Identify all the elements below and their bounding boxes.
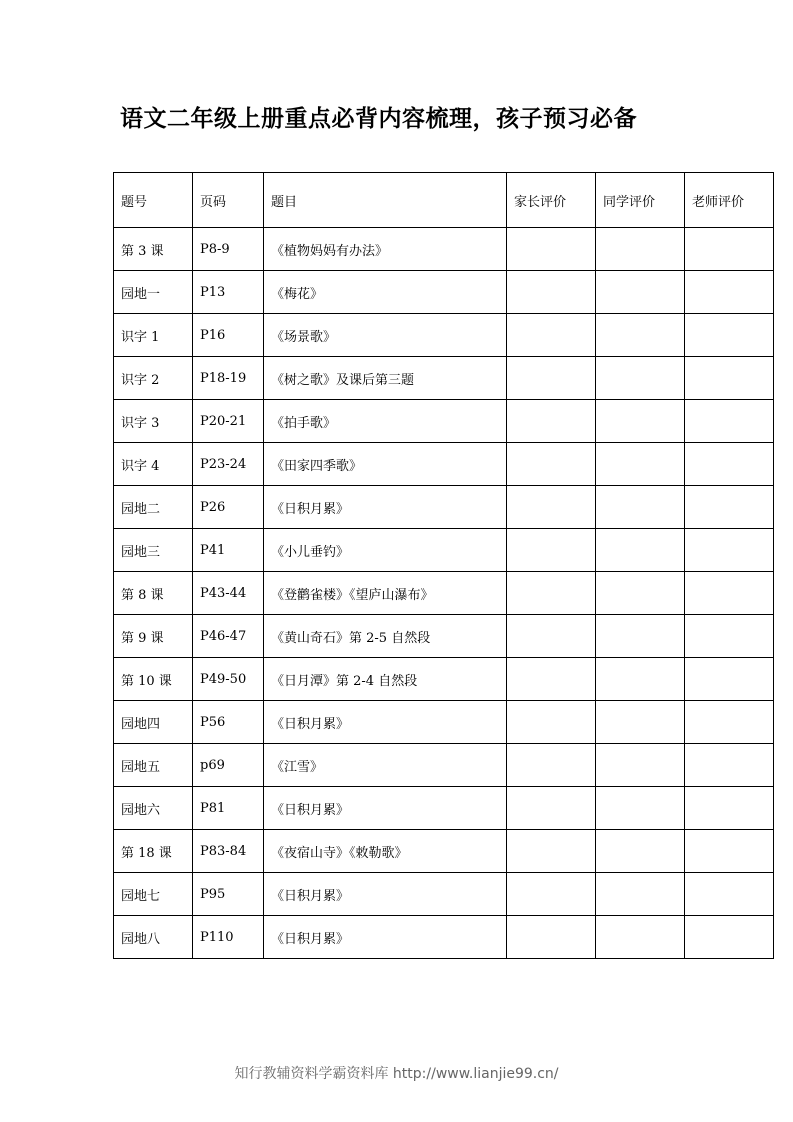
cell-classmate-evaluation	[596, 443, 685, 486]
cell-topic: 《拍手歌》	[264, 400, 507, 443]
cell-lesson-number: 识字 4	[114, 443, 193, 486]
cell-topic: 《田家四季歌》	[264, 443, 507, 486]
cell-teacher-evaluation	[685, 830, 774, 873]
cell-lesson-number: 园地六	[114, 787, 193, 830]
cell-parent-evaluation	[507, 873, 596, 916]
cell-classmate-evaluation	[596, 400, 685, 443]
cell-teacher-evaluation	[685, 228, 774, 271]
cell-parent-evaluation	[507, 615, 596, 658]
cell-topic: 《植物妈妈有办法》	[264, 228, 507, 271]
cell-parent-evaluation	[507, 529, 596, 572]
cell-topic: 《场景歌》	[264, 314, 507, 357]
table-body	[114, 228, 774, 959]
recitation-table	[113, 172, 774, 959]
table-header-row	[114, 173, 774, 228]
header-topic: 题目	[264, 173, 507, 228]
table-row	[114, 873, 774, 916]
cell-lesson-number: 第 8 课	[114, 572, 193, 615]
cell-lesson-number: 识字 1	[114, 314, 193, 357]
cell-teacher-evaluation	[685, 615, 774, 658]
cell-classmate-evaluation	[596, 357, 685, 400]
cell-parent-evaluation	[507, 572, 596, 615]
header-classmate-evaluation: 同学评价	[596, 173, 685, 228]
cell-classmate-evaluation	[596, 572, 685, 615]
cell-topic: 《夜宿山寺》《敕勒歌》	[264, 830, 507, 873]
cell-page-number: P43-44	[193, 572, 264, 615]
table-row	[114, 615, 774, 658]
header-teacher-evaluation: 老师评价	[685, 173, 774, 228]
cell-teacher-evaluation	[685, 443, 774, 486]
cell-classmate-evaluation	[596, 486, 685, 529]
cell-classmate-evaluation	[596, 787, 685, 830]
cell-parent-evaluation	[507, 228, 596, 271]
cell-teacher-evaluation	[685, 744, 774, 787]
cell-teacher-evaluation	[685, 486, 774, 529]
table-row	[114, 529, 774, 572]
cell-lesson-number: 识字 3	[114, 400, 193, 443]
cell-page-number: P83-84	[193, 830, 264, 873]
cell-teacher-evaluation	[685, 400, 774, 443]
cell-teacher-evaluation	[685, 271, 774, 314]
cell-classmate-evaluation	[596, 271, 685, 314]
cell-page-number: P23-24	[193, 443, 264, 486]
cell-page-number: P26	[193, 486, 264, 529]
cell-teacher-evaluation	[685, 873, 774, 916]
cell-topic: 《日积月累》	[264, 916, 507, 959]
cell-teacher-evaluation	[685, 787, 774, 830]
cell-parent-evaluation	[507, 658, 596, 701]
cell-lesson-number: 识字 2	[114, 357, 193, 400]
cell-parent-evaluation	[507, 744, 596, 787]
cell-parent-evaluation	[507, 357, 596, 400]
cell-topic: 《小儿垂钓》	[264, 529, 507, 572]
cell-page-number: P81	[193, 787, 264, 830]
cell-parent-evaluation	[507, 443, 596, 486]
table-row	[114, 787, 774, 830]
cell-teacher-evaluation	[685, 529, 774, 572]
cell-classmate-evaluation	[596, 830, 685, 873]
header-page-number: 页码	[193, 173, 264, 228]
cell-parent-evaluation	[507, 830, 596, 873]
cell-classmate-evaluation	[596, 529, 685, 572]
table-row	[114, 658, 774, 701]
cell-lesson-number: 园地八	[114, 916, 193, 959]
cell-classmate-evaluation	[596, 314, 685, 357]
cell-parent-evaluation	[507, 486, 596, 529]
cell-page-number: P16	[193, 314, 264, 357]
table-row	[114, 744, 774, 787]
cell-page-number: P56	[193, 701, 264, 744]
cell-lesson-number: 第 3 课	[114, 228, 193, 271]
cell-page-number: P46-47	[193, 615, 264, 658]
table-row	[114, 400, 774, 443]
cell-page-number: p69	[193, 744, 264, 787]
cell-page-number: P18-19	[193, 357, 264, 400]
page-title: 语文二年级上册重点必背内容梳理，孩子预习必备	[120, 105, 637, 132]
cell-page-number: P13	[193, 271, 264, 314]
cell-teacher-evaluation	[685, 701, 774, 744]
cell-classmate-evaluation	[596, 744, 685, 787]
cell-lesson-number: 园地四	[114, 701, 193, 744]
table-row	[114, 357, 774, 400]
cell-parent-evaluation	[507, 787, 596, 830]
table-row	[114, 572, 774, 615]
cell-classmate-evaluation	[596, 701, 685, 744]
cell-lesson-number: 园地五	[114, 744, 193, 787]
cell-topic: 《日积月累》	[264, 873, 507, 916]
cell-parent-evaluation	[507, 916, 596, 959]
cell-topic: 《树之歌》及课后第三题	[264, 357, 507, 400]
cell-topic: 《日月潭》第 2-4 自然段	[264, 658, 507, 701]
cell-page-number: P8-9	[193, 228, 264, 271]
cell-topic: 《日积月累》	[264, 701, 507, 744]
cell-page-number: P95	[193, 873, 264, 916]
cell-lesson-number: 园地三	[114, 529, 193, 572]
header-parent-evaluation: 家长评价	[507, 173, 596, 228]
header-lesson-number: 题号	[114, 173, 193, 228]
table-row	[114, 443, 774, 486]
cell-page-number: P20-21	[193, 400, 264, 443]
cell-topic: 《登鹳雀楼》《望庐山瀑布》	[264, 572, 507, 615]
cell-teacher-evaluation	[685, 314, 774, 357]
table-row	[114, 228, 774, 271]
cell-lesson-number: 园地二	[114, 486, 193, 529]
cell-parent-evaluation	[507, 400, 596, 443]
cell-lesson-number: 园地一	[114, 271, 193, 314]
cell-parent-evaluation	[507, 271, 596, 314]
cell-topic: 《江雪》	[264, 744, 507, 787]
table-row	[114, 314, 774, 357]
cell-classmate-evaluation	[596, 228, 685, 271]
cell-lesson-number: 第 18 课	[114, 830, 193, 873]
cell-lesson-number: 园地七	[114, 873, 193, 916]
cell-classmate-evaluation	[596, 873, 685, 916]
cell-teacher-evaluation	[685, 572, 774, 615]
cell-lesson-number: 第 10 课	[114, 658, 193, 701]
cell-lesson-number: 第 9 课	[114, 615, 193, 658]
table-row	[114, 701, 774, 744]
cell-classmate-evaluation	[596, 916, 685, 959]
cell-teacher-evaluation	[685, 916, 774, 959]
cell-teacher-evaluation	[685, 658, 774, 701]
table-row	[114, 916, 774, 959]
cell-parent-evaluation	[507, 701, 596, 744]
table-row	[114, 830, 774, 873]
cell-teacher-evaluation	[685, 357, 774, 400]
cell-topic: 《日积月累》	[264, 486, 507, 529]
cell-classmate-evaluation	[596, 615, 685, 658]
table-row	[114, 486, 774, 529]
footer-watermark: 知行教辅资料学霸资料库 http://www.lianjie99.cn/	[234, 1066, 559, 1082]
cell-parent-evaluation	[507, 314, 596, 357]
cell-page-number: P110	[193, 916, 264, 959]
cell-page-number: P41	[193, 529, 264, 572]
cell-topic: 《黄山奇石》第 2-5 自然段	[264, 615, 507, 658]
cell-classmate-evaluation	[596, 658, 685, 701]
cell-topic: 《梅花》	[264, 271, 507, 314]
table-row	[114, 271, 774, 314]
cell-topic: 《日积月累》	[264, 787, 507, 830]
cell-page-number: P49-50	[193, 658, 264, 701]
